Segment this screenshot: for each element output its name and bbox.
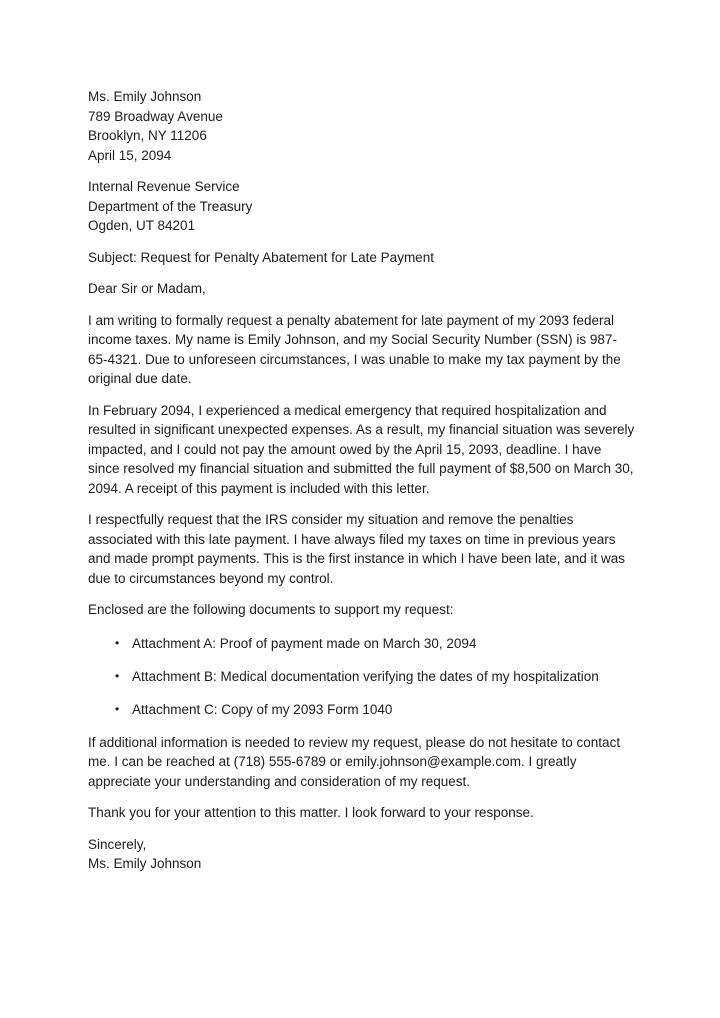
recipient-name: Internal Revenue Service xyxy=(88,179,240,194)
recipient-department: Department of the Treasury xyxy=(88,198,253,214)
sender-name: Ms. Emily Johnson xyxy=(88,89,202,104)
body-paragraph-2: In February 2094, I experienced a medical emergency that required hospitalization and resulted in significant unexpected expenses. As a result, my financial situation was severely impacted, and I could not pay the amount owed by the April 15, 2093, deadline. I have since resolved my financial situation and submitted the full payment of $8,500 on March 30, 2094. A receipt of this payment is included with this letter. xyxy=(88,402,635,496)
recipient-city: Ogden, UT 84201 xyxy=(88,218,196,233)
recipient-address-block xyxy=(88,177,636,236)
signature-block xyxy=(88,835,636,874)
attachment-item-b: • Attachment B: Medical documentation verifying the dates of my hospitalization xyxy=(115,667,636,687)
subject-line: Subject: Request for Penalty Abatement for Late Payment xyxy=(88,249,434,265)
sender-street: 789 Broadway Avenue xyxy=(88,108,223,124)
body-paragraph-1: I am writing to formally request a penalty abatement for late payment of my 2093 federal income taxes. My name is Emily Johnson, and my Social Security Number (SSN) is 987-65-4321. Due to unforeseen circumstances, I was unable to make my tax payment by the original due date. xyxy=(88,312,621,386)
signoff: Sincerely, xyxy=(88,836,147,852)
body-paragraph-3: I respectfully request that the IRS consider my situation and remove the penalties associated with this late payment. I have always filed my taxes on time in previous years and made prompt payments. This is the first instance in which I have been late, and it was due to circumstances beyond my control. xyxy=(88,512,626,586)
attachment-item-c: • Attachment C: Copy of my 2093 Form 1040 xyxy=(115,700,636,720)
contact-paragraph: If additional information is needed to review my request, please do not hesitate to contact me. I can be reached at (718) 555-6789 or emily.johnson@example.com. I greatly appreciate your understanding and consideration of my request. xyxy=(88,734,621,789)
thank-you-paragraph: Thank you for your attention to this matter. I look forward to your response. xyxy=(88,805,534,820)
salutation: Dear Sir or Madam, xyxy=(88,281,206,296)
letter-date: April 15, 2094 xyxy=(88,147,172,163)
attachment-item-a: • Attachment A: Proof of payment made on March 30, 2094 xyxy=(115,634,636,654)
sender-address-block xyxy=(88,87,636,165)
sender-city: Brooklyn, NY 11206 xyxy=(88,128,207,143)
enclosure-intro: Enclosed are the following documents to support my request: xyxy=(88,602,454,617)
attachment-list xyxy=(88,632,636,720)
signature-name: Ms. Emily Johnson xyxy=(88,856,202,871)
